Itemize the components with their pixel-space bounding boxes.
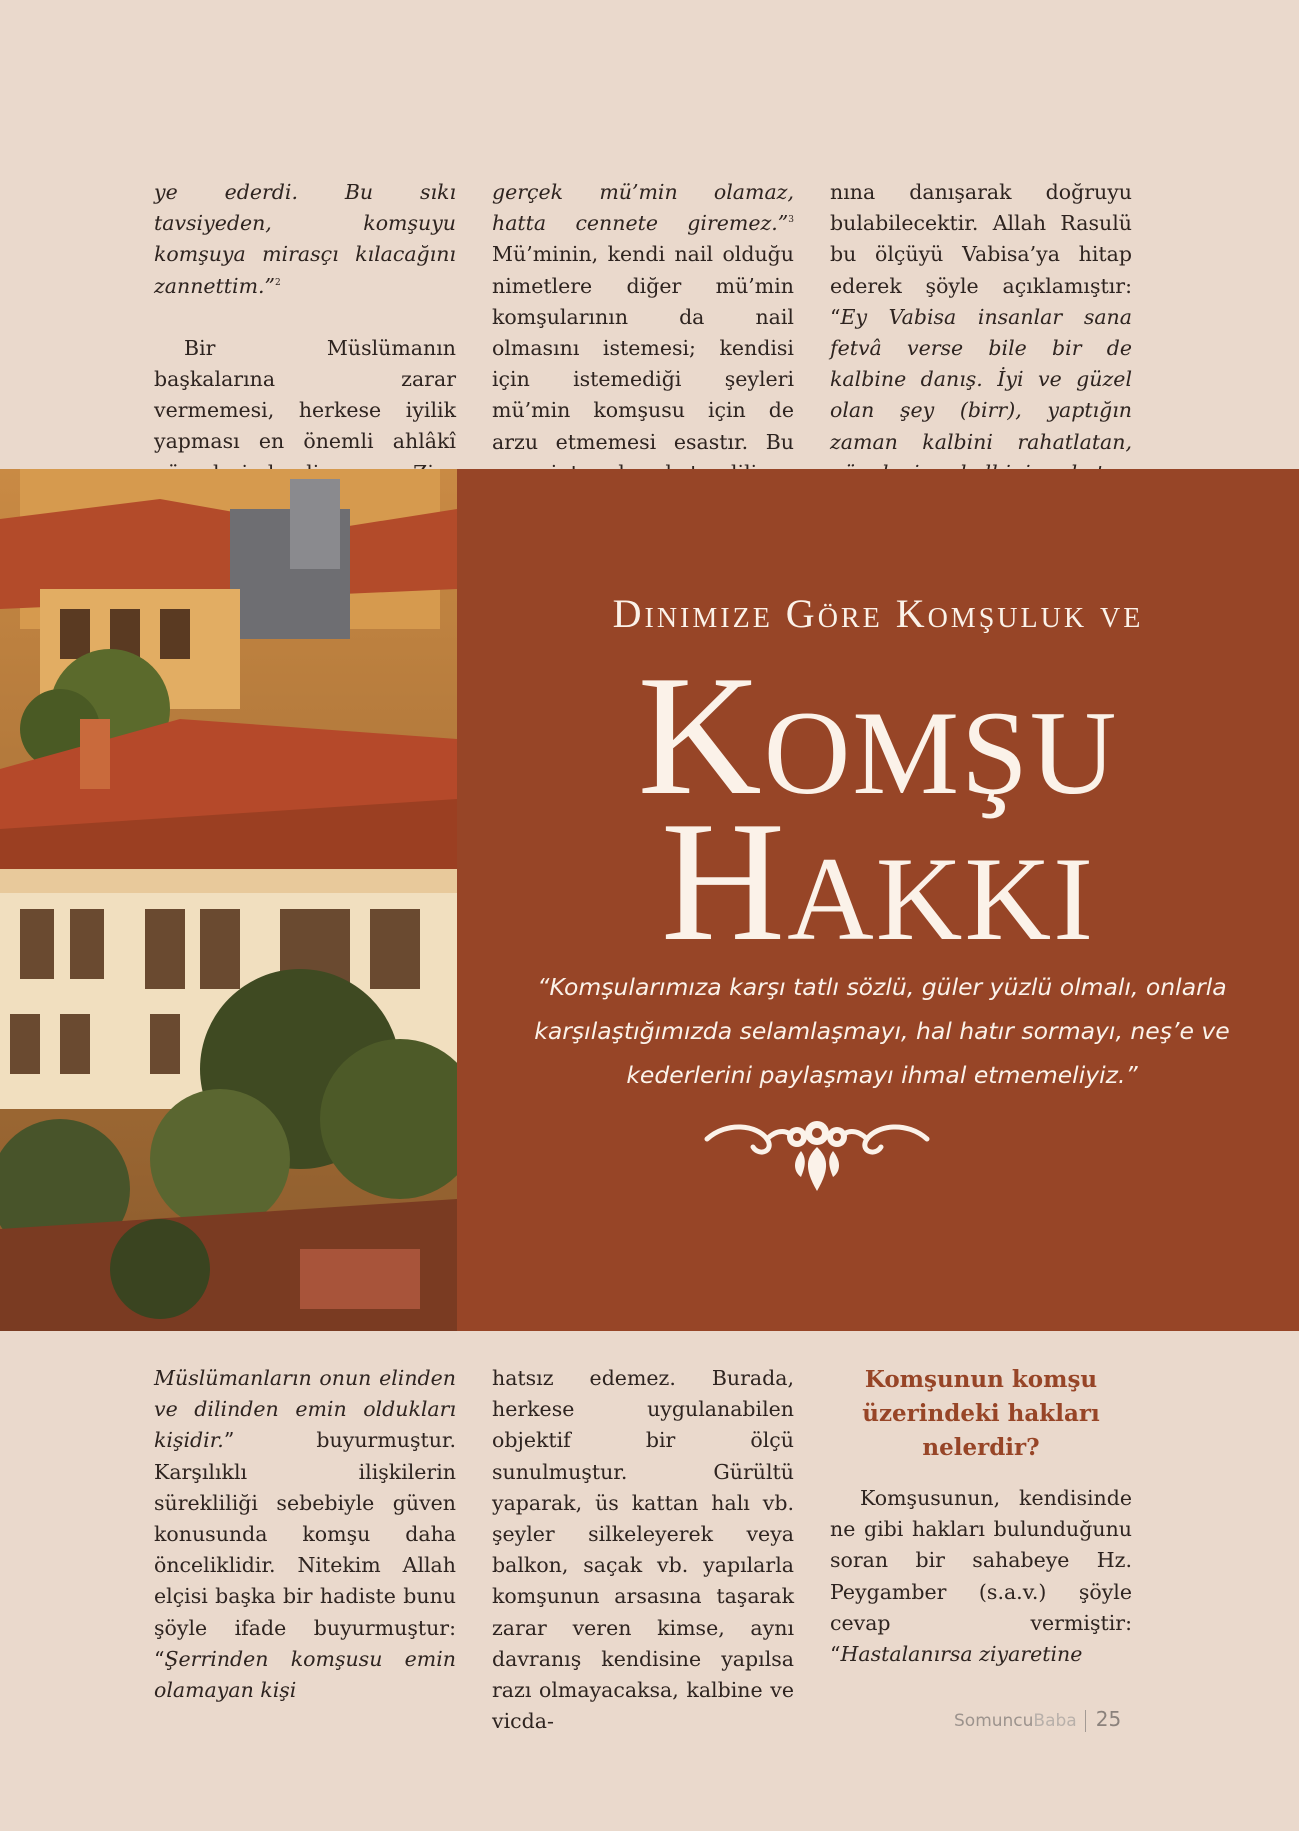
village-houses-photo: [0, 469, 457, 1331]
paragraph-bottom-middle-1: hatsız edemez. Burada, herkese uygulanabilen objektif bir ölçü sunulmuştur. Gürültü yaparak, üs kattan halı vb. şeyler silkeleyerek veya balkon, saçak vb. yapılarla komşunun arsasına taşarak zarar veren kimse, aynı davranış kendisine yapılsa razı olmayacaksa, kalbine ve vicda-: [492, 1366, 794, 1734]
feature-title-area: [457, 469, 1299, 1331]
paragraph-top-right-1: nına danışarak doğruyu bulabilecektir. Allah Rasulü bu ölçüyü Vabisa’ya hitap ederek şöyle açıklamıştır: “Ey Vabisa insanlar sana fetvâ verse bile bir de kalbine danış. İyi ve güzel olan şey (birr), yaptığın zaman kalbini rahatlatan,: [830, 177, 1132, 520]
footnote-ref-3: 3: [788, 215, 794, 226]
paragraph-top-left-2: Bir Müslümanın başkalarına zarar vermemesi, herkese iyilik yapması en önemli ahlâkî: [154, 335, 456, 454]
paragraph-top-middle-1: gerçek mü’min olamaz, hatta cennete giremez.”$^3$ Mü’minin, kendi nail olduğu nimetlere diğer mü’min komşularının da nail olmasını istemesi; kendisi için istemediği şeyleri mü’min komşusu için de arzu etmemesi esastır. Bu: [492, 180, 794, 454]
text-column-bottom-middle: [492, 1363, 794, 1737]
text-column-bottom-left: [154, 1363, 456, 1706]
paragraph-bottom-right-1: Komşusunun, kendisinde ne gibi hakları bulunduğunu soran bir sahabeye Hz. Peygamber (s.a.v.) şöyle cevap vermiştir: “Hastalanırsa ziyaretine: [830, 1486, 1132, 1667]
text-column-bottom-right: [830, 1363, 1132, 1670]
feature-kicker: Dinimize Göre Komşuluk ve: [612, 591, 1144, 636]
feature-title-line-2: Hakkı: [660, 787, 1096, 977]
footer-divider: [1085, 1710, 1086, 1732]
pull-quote: “Komşularımıza karşı tatlı sözlü, güler yüzlü olmalı, onlarla karşılaştığımızda selamlaşmayı, hal hatır sormayı, neş’e ve kederlerini paylaşmayı ihmal etmemeliyiz.”: [534, 973, 1230, 1089]
page-number: 25: [1095, 1707, 1122, 1731]
magazine-brand: SomuncuBaba: [954, 1711, 1077, 1731]
floral-ornament-icon: [697, 1117, 937, 1193]
paragraph-top-left-1: ye ederdi. Bu sıkı tavsiyeden, komşuyu komşuya mirasçı kılacağını zannettim.”$^2$: [154, 180, 456, 298]
paragraph-bottom-left-1: Müslümanların onun elinden ve dilinden emin oldukları kişidir.” buyurmuştur. Karşılıklı ilişkilerin sürekliliği sebebiyle güven konusunda komşu daha önceliklidir. Nitekim Allah elçisi başka bir hadiste bunu şöyle ifade buyurmuştur: “Şerrinden komşusu emin olamayan kişi: [154, 1366, 456, 1703]
section-heading: Komşunun komşu üzerindeki hakları nelerdir?: [862, 1366, 1100, 1461]
village-houses-illustration: [0, 469, 457, 1331]
feature-title-line-1: Komşu: [637, 641, 1119, 831]
page-footer: [954, 1707, 1121, 1732]
footnote-ref-2: 2: [275, 277, 281, 288]
